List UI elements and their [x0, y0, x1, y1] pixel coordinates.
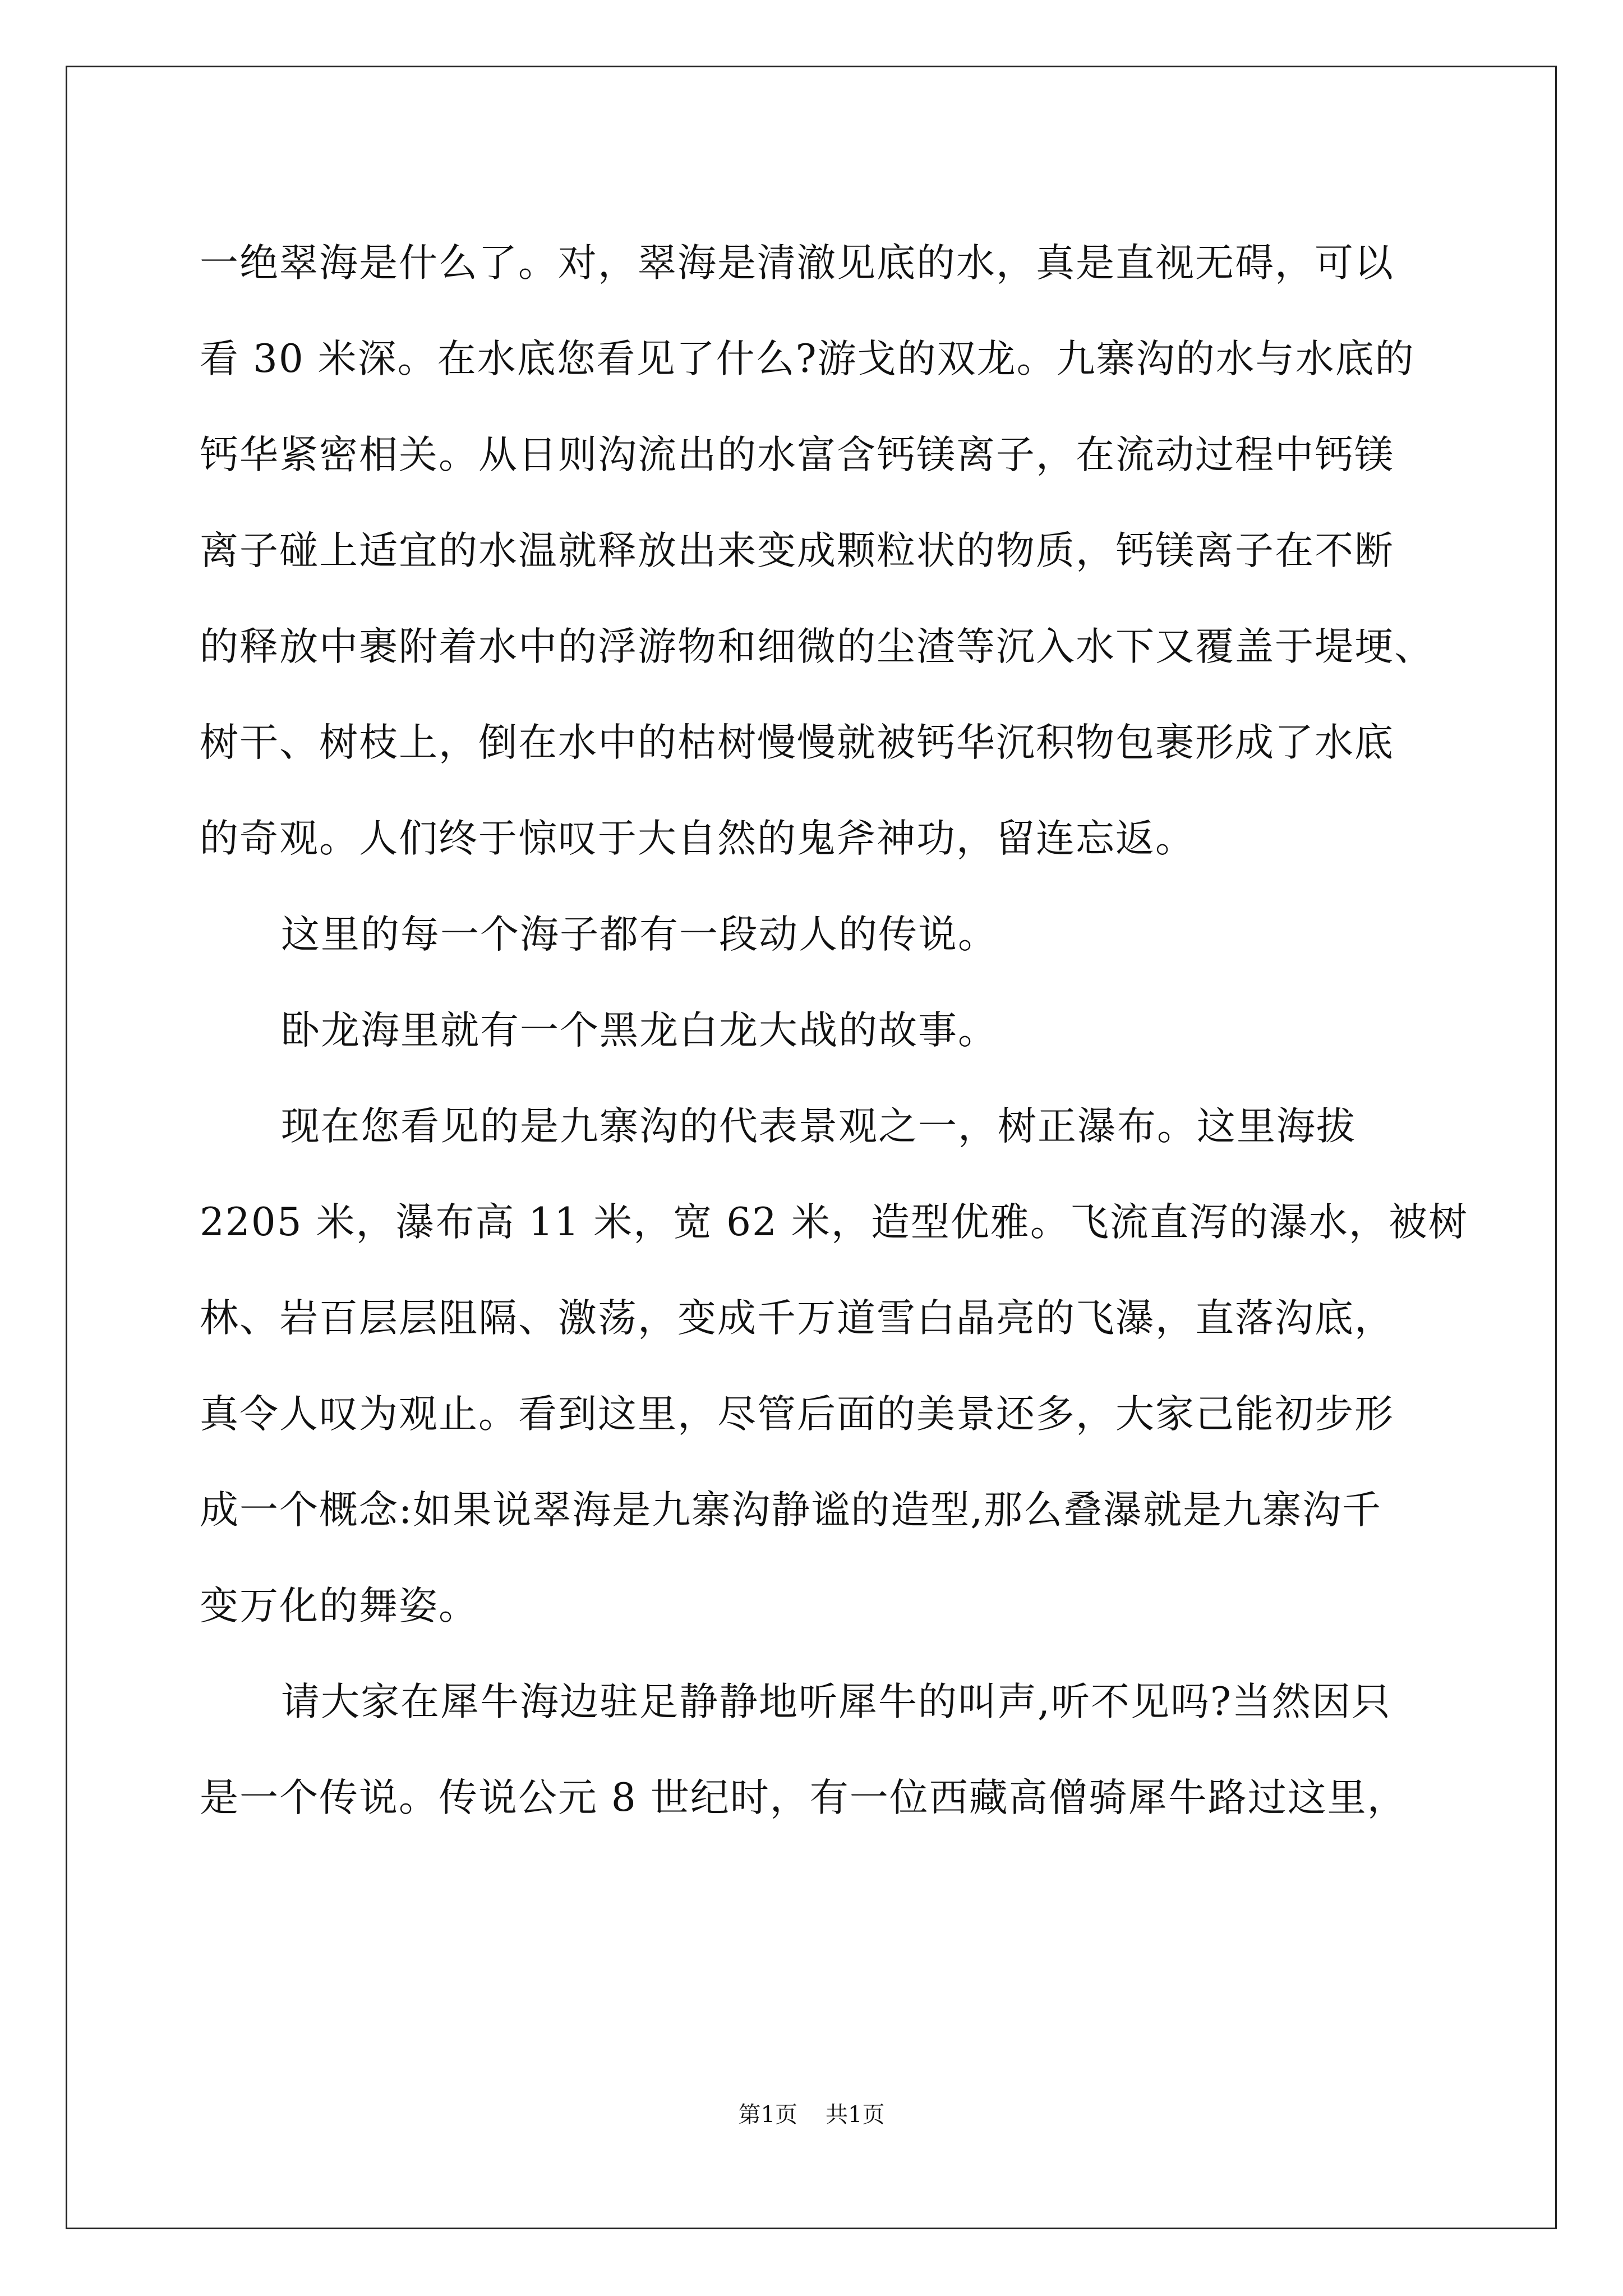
text-line: 是一个传说。传说公元 8 世纪时，有一位西藏高僧骑犀牛路过这里， — [200, 1775, 1407, 1820]
text-line: 2205 米，瀑布高 11 米，宽 62 米，造型优雅。飞流直泻的瀑水，被树 — [200, 1200, 1468, 1245]
page-total: 共1页 — [826, 2102, 885, 2128]
text-line: 离子碰上适宜的水温就释放出来变成颗粒状的物质，钙镁离子在不断 — [200, 528, 1394, 573]
text-line: 的奇观。人们终于惊叹于大自然的鬼斧神功，留连忘返。 — [200, 816, 1195, 861]
text-line: 林、岩百层层阻隔、激荡，变成千万道雪白晶亮的飞瀑，直落沟底， — [200, 1296, 1394, 1341]
text-line: 卧龙海里就有一个黑龙白龙大战的故事。 — [281, 1008, 998, 1053]
text-line: 一绝翠海是什么了。对，翠海是清澈见底的水，真是直视无碍，可以 — [200, 241, 1394, 286]
page-footer — [0, 2097, 1623, 2129]
document-body — [200, 215, 1468, 1846]
text-line: 看 30 米深。在水底您看见了什么?游戈的双龙。九寨沟的水与水底的 — [200, 337, 1415, 381]
text-line: 树干、树枝上，倒在水中的枯树慢慢就被钙华沉积物包裹形成了水底 — [200, 720, 1394, 765]
text-line: 钙华紧密相关。从日则沟流出的水富含钙镁离子，在流动过程中钙镁 — [200, 432, 1394, 477]
text-line: 现在您看见的是九寨沟的代表景观之一，树正瀑布。这里海拔 — [281, 1104, 1356, 1149]
text-line: 的释放中裹附着水中的浮游物和细微的尘渣等沉入水下又覆盖于堤埂、 — [200, 624, 1434, 669]
text-line: 这里的每一个海子都有一段动人的传说。 — [281, 912, 998, 957]
text-line: 请大家在犀牛海边驻足静静地听犀牛的叫声,听不见吗?当然因只 — [281, 1680, 1391, 1724]
text-line: 变万化的舞姿。 — [200, 1584, 478, 1628]
text-line: 成一个概念:如果说翠海是九寨沟静谧的造型,那么叠瀑就是九寨沟千 — [200, 1488, 1382, 1533]
text-line: 真令人叹为观止。看到这里，尽管后面的美景还多，大家己能初步形 — [200, 1392, 1394, 1437]
page-number: 第1页 — [738, 2102, 797, 2128]
